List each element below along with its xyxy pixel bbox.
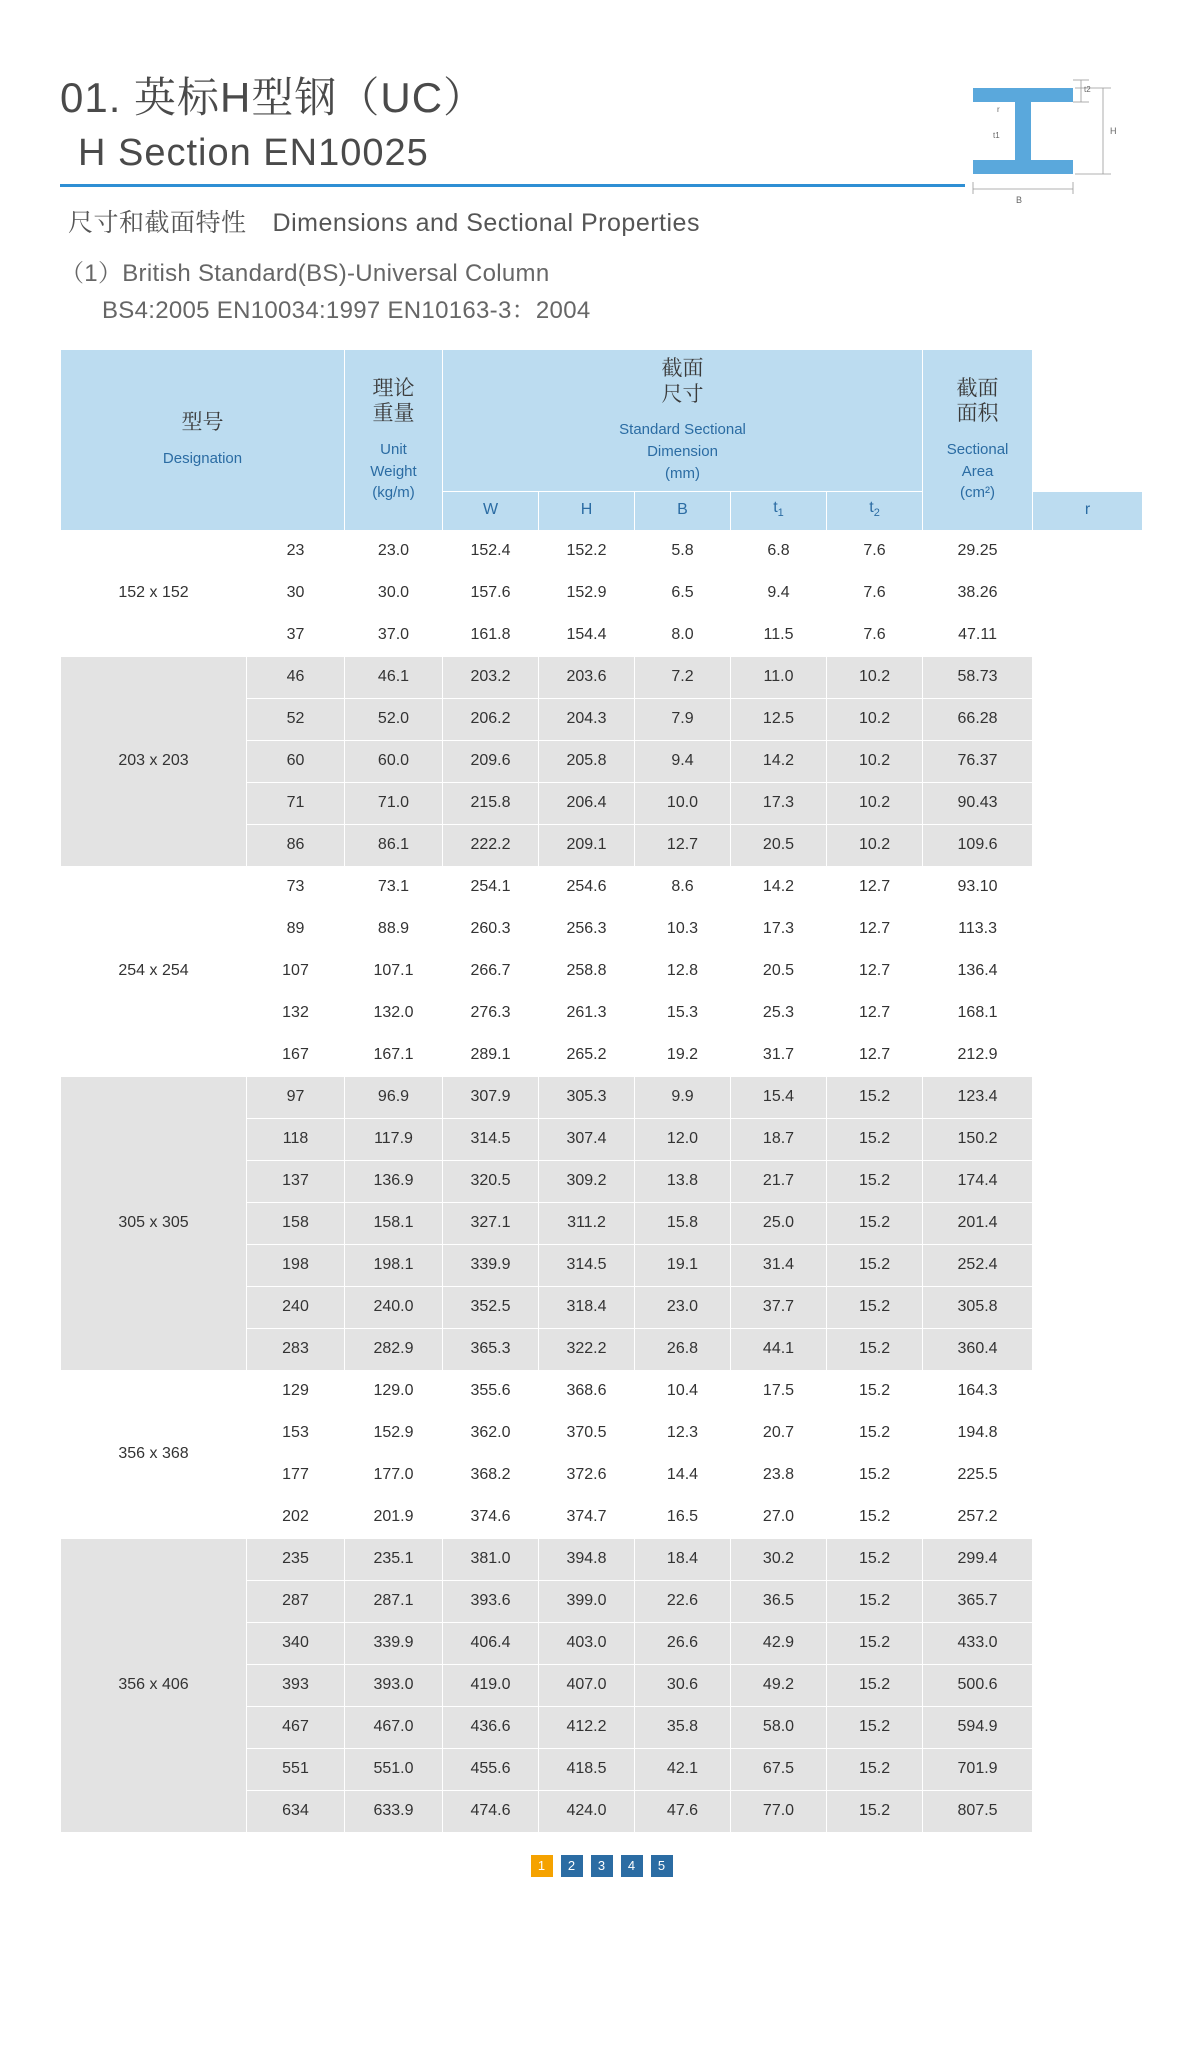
cell-area: 212.9 — [923, 1034, 1033, 1076]
cell-area: 594.9 — [923, 1706, 1033, 1748]
cell-r: 15.2 — [827, 1328, 923, 1370]
cell-w: 167 — [247, 1034, 345, 1076]
cell-unit-weight: 136.9 — [345, 1160, 443, 1202]
cell-r: 15.2 — [827, 1706, 923, 1748]
cell-t2: 6.8 — [731, 530, 827, 572]
cell-t2: 36.5 — [731, 1580, 827, 1622]
page-subtitle-en: H Section EN10025 — [78, 131, 429, 174]
cell-t1: 12.8 — [635, 950, 731, 992]
cell-t2: 27.0 — [731, 1496, 827, 1538]
cell-b: 309.2 — [539, 1160, 635, 1202]
cell-t1: 12.0 — [635, 1118, 731, 1160]
cell-area: 164.3 — [923, 1370, 1033, 1412]
svg-text:t2: t2 — [1084, 85, 1091, 94]
cell-t2: 12.5 — [731, 698, 827, 740]
cell-b: 154.4 — [539, 614, 635, 656]
cell-h: 209.6 — [443, 740, 539, 782]
cell-w: 158 — [247, 1202, 345, 1244]
cell-t1: 15.8 — [635, 1202, 731, 1244]
cell-w: 340 — [247, 1622, 345, 1664]
cell-w: 467 — [247, 1706, 345, 1748]
cell-t2: 14.2 — [731, 740, 827, 782]
cell-b: 322.2 — [539, 1328, 635, 1370]
spec-table-head — [61, 350, 1143, 530]
cell-area: 109.6 — [923, 824, 1033, 866]
cell-t1: 19.2 — [635, 1034, 731, 1076]
cell-r: 15.2 — [827, 1580, 923, 1622]
cell-unit-weight: 96.9 — [345, 1076, 443, 1118]
cell-t1: 8.0 — [635, 614, 731, 656]
table-row — [61, 530, 1143, 572]
cell-b: 407.0 — [539, 1664, 635, 1706]
cell-r: 12.7 — [827, 950, 923, 992]
cell-area: 76.37 — [923, 740, 1033, 782]
cell-w: 30 — [247, 572, 345, 614]
pagination[interactable] — [60, 1855, 1143, 1877]
cell-area: 29.25 — [923, 530, 1033, 572]
header-sectional-area: 截面 面积 Sectional Area (cm²) — [923, 350, 1033, 530]
cell-h: 289.1 — [443, 1034, 539, 1076]
cell-area: 252.4 — [923, 1244, 1033, 1286]
title-divider — [60, 184, 965, 187]
cell-h: 436.6 — [443, 1706, 539, 1748]
cell-w: 71 — [247, 782, 345, 824]
cell-r: 15.2 — [827, 1664, 923, 1706]
cell-t2: 20.5 — [731, 824, 827, 866]
cell-r: 12.7 — [827, 908, 923, 950]
cell-b: 412.2 — [539, 1706, 635, 1748]
cell-t2: 67.5 — [731, 1748, 827, 1790]
cell-t1: 14.4 — [635, 1454, 731, 1496]
cell-w: 287 — [247, 1580, 345, 1622]
symbol-w: W — [443, 491, 539, 530]
table-row — [61, 866, 1143, 908]
cell-unit-weight: 132.0 — [345, 992, 443, 1034]
cell-area: 174.4 — [923, 1160, 1033, 1202]
cell-area: 365.7 — [923, 1580, 1033, 1622]
cell-r: 10.2 — [827, 740, 923, 782]
cell-unit-weight: 633.9 — [345, 1790, 443, 1832]
cell-area: 305.8 — [923, 1286, 1033, 1328]
header-designation: 型号 Designation — [61, 350, 345, 530]
cell-w: 86 — [247, 824, 345, 866]
cell-h: 222.2 — [443, 824, 539, 866]
cell-t2: 30.2 — [731, 1538, 827, 1580]
cell-t2: 58.0 — [731, 1706, 827, 1748]
cell-unit-weight: 88.9 — [345, 908, 443, 950]
cell-h: 355.6 — [443, 1370, 539, 1412]
cell-t1: 47.6 — [635, 1790, 731, 1832]
cell-t2: 77.0 — [731, 1790, 827, 1832]
cell-w: 137 — [247, 1160, 345, 1202]
cell-t2: 17.3 — [731, 782, 827, 824]
cell-w: 52 — [247, 698, 345, 740]
cell-h: 393.6 — [443, 1580, 539, 1622]
cell-unit-weight: 129.0 — [345, 1370, 443, 1412]
cell-w: 97 — [247, 1076, 345, 1118]
cell-h: 152.4 — [443, 530, 539, 572]
cell-unit-weight: 158.1 — [345, 1202, 443, 1244]
cell-b: 311.2 — [539, 1202, 635, 1244]
cell-t1: 23.0 — [635, 1286, 731, 1328]
cell-r: 15.2 — [827, 1454, 923, 1496]
cell-area: 38.26 — [923, 572, 1033, 614]
cell-t1: 26.8 — [635, 1328, 731, 1370]
cell-t2: 31.7 — [731, 1034, 827, 1076]
cell-t2: 17.5 — [731, 1370, 827, 1412]
cell-h: 161.8 — [443, 614, 539, 656]
cell-r: 15.2 — [827, 1496, 923, 1538]
cell-t1: 6.5 — [635, 572, 731, 614]
cell-h: 266.7 — [443, 950, 539, 992]
cell-t2: 15.4 — [731, 1076, 827, 1118]
cell-r: 15.2 — [827, 1244, 923, 1286]
cell-b: 394.8 — [539, 1538, 635, 1580]
cell-b: 258.8 — [539, 950, 635, 992]
cell-area: 194.8 — [923, 1412, 1033, 1454]
cell-w: 202 — [247, 1496, 345, 1538]
cell-t2: 25.0 — [731, 1202, 827, 1244]
cell-r: 12.7 — [827, 866, 923, 908]
h-section-diagram — [953, 70, 1143, 205]
cell-t1: 7.2 — [635, 656, 731, 698]
cell-t2: 18.7 — [731, 1118, 827, 1160]
cell-w: 198 — [247, 1244, 345, 1286]
cell-t2: 25.3 — [731, 992, 827, 1034]
standard-line-1: （1）British Standard(BS)-Universal Column — [60, 260, 550, 288]
symbol-h: H — [539, 491, 635, 530]
cell-r: 10.2 — [827, 656, 923, 698]
cell-h: 455.6 — [443, 1748, 539, 1790]
cell-unit-weight: 86.1 — [345, 824, 443, 866]
cell-area: 150.2 — [923, 1118, 1033, 1160]
cell-area: 299.4 — [923, 1538, 1033, 1580]
cell-b: 370.5 — [539, 1412, 635, 1454]
cell-r: 12.7 — [827, 992, 923, 1034]
cell-unit-weight: 240.0 — [345, 1286, 443, 1328]
cell-t1: 12.7 — [635, 824, 731, 866]
svg-text:H: H — [1110, 126, 1117, 136]
cell-b: 424.0 — [539, 1790, 635, 1832]
cell-w: 37 — [247, 614, 345, 656]
cell-b: 261.3 — [539, 992, 635, 1034]
symbol-b: B — [635, 491, 731, 530]
cell-area: 807.5 — [923, 1790, 1033, 1832]
cell-area: 123.4 — [923, 1076, 1033, 1118]
page-link-4[interactable]: 4 — [621, 1855, 643, 1877]
cell-h: 406.4 — [443, 1622, 539, 1664]
cell-t1: 7.9 — [635, 698, 731, 740]
cell-area: 58.73 — [923, 656, 1033, 698]
header-row-main — [61, 350, 1143, 491]
cell-w: 551 — [247, 1748, 345, 1790]
cell-h: 381.0 — [443, 1538, 539, 1580]
cell-b: 318.4 — [539, 1286, 635, 1328]
cell-r: 15.2 — [827, 1076, 923, 1118]
header-unit-weight: 理论 重量 Unit Weight (kg/m) — [345, 350, 443, 530]
cell-w: 235 — [247, 1538, 345, 1580]
cell-h: 419.0 — [443, 1664, 539, 1706]
cell-w: 240 — [247, 1286, 345, 1328]
cell-h: 215.8 — [443, 782, 539, 824]
designation-cell: 356 x 406 — [61, 1538, 247, 1832]
cell-w: 129 — [247, 1370, 345, 1412]
cell-t1: 19.1 — [635, 1244, 731, 1286]
cell-r: 15.2 — [827, 1622, 923, 1664]
cell-unit-weight: 117.9 — [345, 1118, 443, 1160]
cell-w: 283 — [247, 1328, 345, 1370]
cell-h: 260.3 — [443, 908, 539, 950]
cell-r: 10.2 — [827, 824, 923, 866]
cell-unit-weight: 287.1 — [345, 1580, 443, 1622]
cell-b: 418.5 — [539, 1748, 635, 1790]
spec-table-body — [61, 530, 1143, 1832]
cell-b: 403.0 — [539, 1622, 635, 1664]
cell-t2: 44.1 — [731, 1328, 827, 1370]
symbol-t1: $t_1$ — [731, 491, 827, 530]
cell-h: 362.0 — [443, 1412, 539, 1454]
cell-unit-weight: 37.0 — [345, 614, 443, 656]
table-row — [61, 656, 1143, 698]
cell-unit-weight: 46.1 — [345, 656, 443, 698]
svg-text:t1: t1 — [993, 131, 1000, 140]
cell-w: 89 — [247, 908, 345, 950]
cell-t2: 21.7 — [731, 1160, 827, 1202]
cell-area: 90.43 — [923, 782, 1033, 824]
cell-b: 265.2 — [539, 1034, 635, 1076]
page-title: 01. 英标H型钢（UC） — [60, 74, 487, 121]
cell-b: 209.1 — [539, 824, 635, 866]
cell-t1: 22.6 — [635, 1580, 731, 1622]
cell-unit-weight: 23.0 — [345, 530, 443, 572]
cell-area: 113.3 — [923, 908, 1033, 950]
cell-unit-weight: 235.1 — [345, 1538, 443, 1580]
cell-b: 254.6 — [539, 866, 635, 908]
page-link-3[interactable]: 3 — [591, 1855, 613, 1877]
cell-t1: 12.3 — [635, 1412, 731, 1454]
cell-h: 254.1 — [443, 866, 539, 908]
table-row — [61, 1538, 1143, 1580]
cell-h: 352.5 — [443, 1286, 539, 1328]
cell-unit-weight: 152.9 — [345, 1412, 443, 1454]
cell-h: 307.9 — [443, 1076, 539, 1118]
cell-t1: 9.9 — [635, 1076, 731, 1118]
cell-t1: 10.3 — [635, 908, 731, 950]
cell-t1: 10.0 — [635, 782, 731, 824]
cell-unit-weight: 551.0 — [345, 1748, 443, 1790]
cell-t2: 37.7 — [731, 1286, 827, 1328]
cell-area: 47.11 — [923, 614, 1033, 656]
cell-w: 118 — [247, 1118, 345, 1160]
cell-w: 107 — [247, 950, 345, 992]
cell-r: 7.6 — [827, 572, 923, 614]
cell-t1: 18.4 — [635, 1538, 731, 1580]
cell-b: 203.6 — [539, 656, 635, 698]
cell-unit-weight: 30.0 — [345, 572, 443, 614]
cell-area: 257.2 — [923, 1496, 1033, 1538]
cell-h: 203.2 — [443, 656, 539, 698]
cell-t2: 9.4 — [731, 572, 827, 614]
cell-h: 157.6 — [443, 572, 539, 614]
cell-b: 372.6 — [539, 1454, 635, 1496]
page-header — [60, 0, 1143, 325]
cell-h: 206.2 — [443, 698, 539, 740]
designation-cell: 356 x 368 — [61, 1370, 247, 1538]
cell-r: 15.2 — [827, 1790, 923, 1832]
svg-text:B: B — [1015, 195, 1023, 205]
cell-t1: 9.4 — [635, 740, 731, 782]
cell-t1: 10.4 — [635, 1370, 731, 1412]
cell-t1: 13.8 — [635, 1160, 731, 1202]
cell-b: 206.4 — [539, 782, 635, 824]
cell-h: 320.5 — [443, 1160, 539, 1202]
cell-t1: 42.1 — [635, 1748, 731, 1790]
cell-t2: 20.5 — [731, 950, 827, 992]
cell-t1: 35.8 — [635, 1706, 731, 1748]
cell-w: 46 — [247, 656, 345, 698]
table-row — [61, 1076, 1143, 1118]
cell-r: 15.2 — [827, 1370, 923, 1412]
cell-r: 7.6 — [827, 614, 923, 656]
cell-b: 205.8 — [539, 740, 635, 782]
symbol-t2: $t_2$ — [827, 491, 923, 530]
cell-t2: 11.0 — [731, 656, 827, 698]
cell-area: 168.1 — [923, 992, 1033, 1034]
standard-line-2: BS4:2005 EN10034:1997 EN10163-3：2004 — [102, 297, 591, 325]
cell-area: 225.5 — [923, 1454, 1033, 1496]
cell-unit-weight: 198.1 — [345, 1244, 443, 1286]
page-link-1[interactable]: 1 — [531, 1855, 553, 1877]
cell-h: 339.9 — [443, 1244, 539, 1286]
cell-r: 15.2 — [827, 1286, 923, 1328]
cell-r: 15.2 — [827, 1412, 923, 1454]
cell-unit-weight: 467.0 — [345, 1706, 443, 1748]
cell-t1: 30.6 — [635, 1664, 731, 1706]
cell-b: 152.9 — [539, 572, 635, 614]
cell-w: 23 — [247, 530, 345, 572]
cell-unit-weight: 60.0 — [345, 740, 443, 782]
cell-unit-weight: 71.0 — [345, 782, 443, 824]
cell-area: 701.9 — [923, 1748, 1033, 1790]
cell-h: 314.5 — [443, 1118, 539, 1160]
spec-table — [60, 349, 1143, 1832]
cell-t2: 31.4 — [731, 1244, 827, 1286]
cell-t2: 11.5 — [731, 614, 827, 656]
cell-unit-weight: 393.0 — [345, 1664, 443, 1706]
cell-t2: 49.2 — [731, 1664, 827, 1706]
cell-unit-weight: 73.1 — [345, 866, 443, 908]
cell-t1: 26.6 — [635, 1622, 731, 1664]
cell-area: 93.10 — [923, 866, 1033, 908]
svg-text:r: r — [997, 105, 1000, 114]
symbol-r: r — [1033, 491, 1143, 530]
header-sectional-dimension: 截面 尺寸 Standard Sectional Dimension (mm) — [443, 350, 923, 491]
cell-unit-weight: 177.0 — [345, 1454, 443, 1496]
cell-unit-weight: 52.0 — [345, 698, 443, 740]
dimensions-subtitle-en: Dimensions and Sectional Properties — [272, 209, 700, 238]
cell-area: 433.0 — [923, 1622, 1033, 1664]
cell-w: 60 — [247, 740, 345, 782]
cell-unit-weight: 339.9 — [345, 1622, 443, 1664]
cell-w: 132 — [247, 992, 345, 1034]
cell-unit-weight: 282.9 — [345, 1328, 443, 1370]
cell-h: 368.2 — [443, 1454, 539, 1496]
cell-area: 136.4 — [923, 950, 1033, 992]
cell-h: 374.6 — [443, 1496, 539, 1538]
cell-w: 393 — [247, 1664, 345, 1706]
table-row — [61, 1370, 1143, 1412]
designation-cell: 152 x 152 — [61, 530, 247, 656]
cell-b: 314.5 — [539, 1244, 635, 1286]
page-link-2[interactable]: 2 — [561, 1855, 583, 1877]
page-link-5[interactable]: 5 — [651, 1855, 673, 1877]
designation-cell: 254 x 254 — [61, 866, 247, 1076]
cell-b: 152.2 — [539, 530, 635, 572]
dimensions-subtitle-zh: 尺寸和截面特性 — [68, 209, 247, 238]
cell-r: 15.2 — [827, 1748, 923, 1790]
cell-t2: 20.7 — [731, 1412, 827, 1454]
cell-b: 256.3 — [539, 908, 635, 950]
cell-b: 374.7 — [539, 1496, 635, 1538]
cell-t2: 17.3 — [731, 908, 827, 950]
cell-r: 7.6 — [827, 530, 923, 572]
cell-r: 15.2 — [827, 1160, 923, 1202]
cell-area: 66.28 — [923, 698, 1033, 740]
cell-t2: 23.8 — [731, 1454, 827, 1496]
cell-r: 10.2 — [827, 782, 923, 824]
cell-b: 368.6 — [539, 1370, 635, 1412]
cell-w: 634 — [247, 1790, 345, 1832]
cell-t2: 14.2 — [731, 866, 827, 908]
cell-b: 307.4 — [539, 1118, 635, 1160]
cell-b: 204.3 — [539, 698, 635, 740]
cell-area: 201.4 — [923, 1202, 1033, 1244]
cell-r: 12.7 — [827, 1034, 923, 1076]
cell-t1: 15.3 — [635, 992, 731, 1034]
cell-area: 360.4 — [923, 1328, 1033, 1370]
spec-table-container — [60, 349, 1143, 1832]
cell-w: 153 — [247, 1412, 345, 1454]
cell-t2: 42.9 — [731, 1622, 827, 1664]
designation-cell: 305 x 305 — [61, 1076, 247, 1370]
dimensions-subtitle — [68, 203, 1143, 239]
cell-t1: 8.6 — [635, 866, 731, 908]
cell-w: 177 — [247, 1454, 345, 1496]
designation-cell: 203 x 203 — [61, 656, 247, 866]
cell-b: 399.0 — [539, 1580, 635, 1622]
cell-h: 474.6 — [443, 1790, 539, 1832]
cell-unit-weight: 107.1 — [345, 950, 443, 992]
cell-h: 276.3 — [443, 992, 539, 1034]
cell-r: 15.2 — [827, 1538, 923, 1580]
cell-area: 500.6 — [923, 1664, 1033, 1706]
cell-r: 10.2 — [827, 698, 923, 740]
cell-h: 327.1 — [443, 1202, 539, 1244]
cell-t1: 16.5 — [635, 1496, 731, 1538]
cell-unit-weight: 167.1 — [345, 1034, 443, 1076]
cell-t1: 5.8 — [635, 530, 731, 572]
cell-r: 15.2 — [827, 1202, 923, 1244]
cell-unit-weight: 201.9 — [345, 1496, 443, 1538]
cell-h: 365.3 — [443, 1328, 539, 1370]
cell-w: 73 — [247, 866, 345, 908]
cell-r: 15.2 — [827, 1118, 923, 1160]
cell-b: 305.3 — [539, 1076, 635, 1118]
